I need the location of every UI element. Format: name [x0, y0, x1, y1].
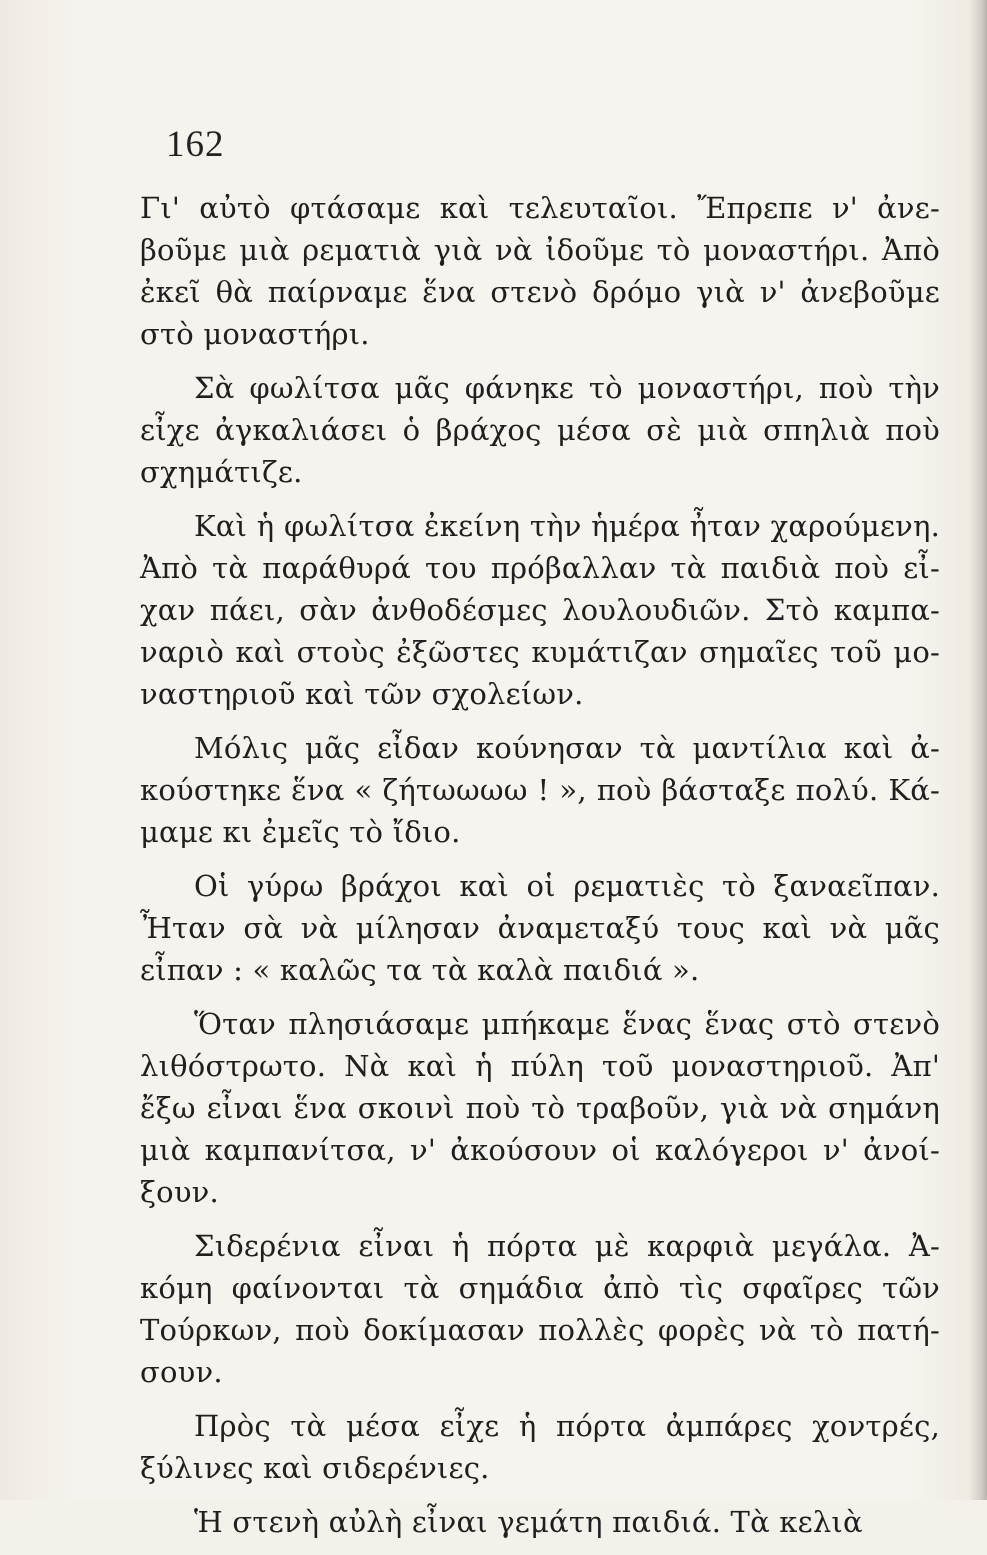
text-line: Ἦταν σὰ νὰ μίλησαν ἀναμεταξύ τους καὶ νὰ μᾶς [140, 911, 940, 945]
text-line: Ἡ στενὴ αὐλὴ εἶναι γεμάτη παιδιά. Τὰ κελιὰ [194, 1505, 863, 1539]
text-line: Σιδερένια εἶναι ἡ πόρτα μὲ καρφιὰ μεγάλα. Ἀ- [194, 1229, 940, 1263]
text-line: σουν. [140, 1355, 223, 1389]
paragraph [140, 1405, 940, 1489]
binding-shadow [969, 0, 987, 1500]
paragraph [140, 727, 940, 853]
text-line: ξουν. [140, 1175, 219, 1209]
text-line: ἔξω εἶναι ἕνα σκοινὶ ποὺ τὸ τραβοῦν, γιὰ νὰ σημάνη [140, 1091, 940, 1125]
paragraph [140, 1501, 940, 1543]
text-line: σχημάτιζε. [140, 455, 303, 489]
paragraph [140, 865, 940, 991]
text-line: εἶπαν : « καλῶς τα τὰ καλὰ παιδιά ». [140, 953, 700, 987]
text-line: κούστηκε ἕνα « ζήτωωωω ! », ποὺ βάσταξε πολύ. Κά- [140, 773, 940, 807]
paragraph [140, 367, 940, 493]
text-line: Τούρκων, ποὺ δοκίμασαν πολλὲς φορὲς νὰ τὸ πατή- [140, 1313, 940, 1347]
text-line: βοῦμε μιὰ ρεματιὰ γιὰ νὰ ἰδοῦμε τὸ μοναστήρι. Ἀπὸ [140, 233, 940, 267]
text-line: ἐκεῖ θὰ παίρναμε ἕνα στενὸ δρόμο γιὰ ν' ἀνεβοῦμε [140, 275, 940, 309]
text-line: μιὰ καμπανίτσα, ν' ἀκούσουν οἱ καλόγεροι ν' ἀνοί- [140, 1133, 940, 1167]
text-line: Πρὸς τὰ μέσα εἶχε ἡ πόρτα ἀμπάρες χοντρές, [194, 1409, 940, 1443]
text-line: Γι' αὐτὸ φτάσαμε καὶ τελευταῖοι. Ἔπρεπε ν' ἀνε- [140, 191, 940, 225]
text-line: χαν πάει, σὰν ἀνθοδέσμες λουλουδιῶν. Στὸ καμπα- [140, 593, 940, 627]
text-line: εἶχε ἀγκαλιάσει ὁ βράχος μέσα σὲ μιὰ σπηλιὰ ποὺ [140, 413, 940, 447]
text-line: λιθόστρωτο. Νὰ καὶ ἡ πύλη τοῦ μοναστηριοῦ. Ἀπ' [140, 1049, 940, 1083]
text-line: Ἀπὸ τὰ παράθυρά του πρόβαλλαν τὰ παιδιὰ ποὺ εἶ- [140, 551, 940, 585]
text-line: ξύλινες καὶ σιδερένιες. [140, 1451, 490, 1485]
text-line: ναριὸ καὶ στοὺς ἐξῶστες κυμάτιζαν σημαῖες τοῦ μο- [140, 635, 940, 669]
text-line: Μόλις μᾶς εἶδαν κούνησαν τὰ μαντίλια καὶ ἀ- [194, 731, 940, 765]
text-line: Ὅταν πλησιάσαμε μπήκαμε ἕνας ἕνας στὸ στενὸ [194, 1007, 940, 1041]
paragraph [140, 1225, 940, 1393]
text-line: στὸ μοναστήρι. [140, 317, 370, 351]
paragraph [140, 1003, 940, 1213]
text-line: Οἱ γύρω βράχοι καὶ οἱ ρεματιὲς τὸ ξαναεῖπαν. [194, 869, 940, 903]
paragraph [140, 505, 940, 715]
paragraph [140, 187, 940, 355]
text-line: ναστηριοῦ καὶ τῶν σχολείων. [140, 677, 584, 711]
text-line: Καὶ ἡ φωλίτσα ἐκείνη τὴν ἡμέρα ἦταν χαρούμενη. [194, 509, 940, 543]
text-line: μαμε κι ἐμεῖς τὸ ἴδιο. [140, 815, 461, 849]
page-number: 162 [166, 124, 225, 165]
text-line: κόμη φαίνονται τὰ σημάδια ἀπὸ τὶς σφαῖρες τῶν [140, 1271, 940, 1305]
text-line: Σὰ φωλίτσα μᾶς φάνηκε τὸ μοναστήρι, ποὺ τὴν [194, 371, 940, 405]
body-text [140, 187, 940, 1555]
